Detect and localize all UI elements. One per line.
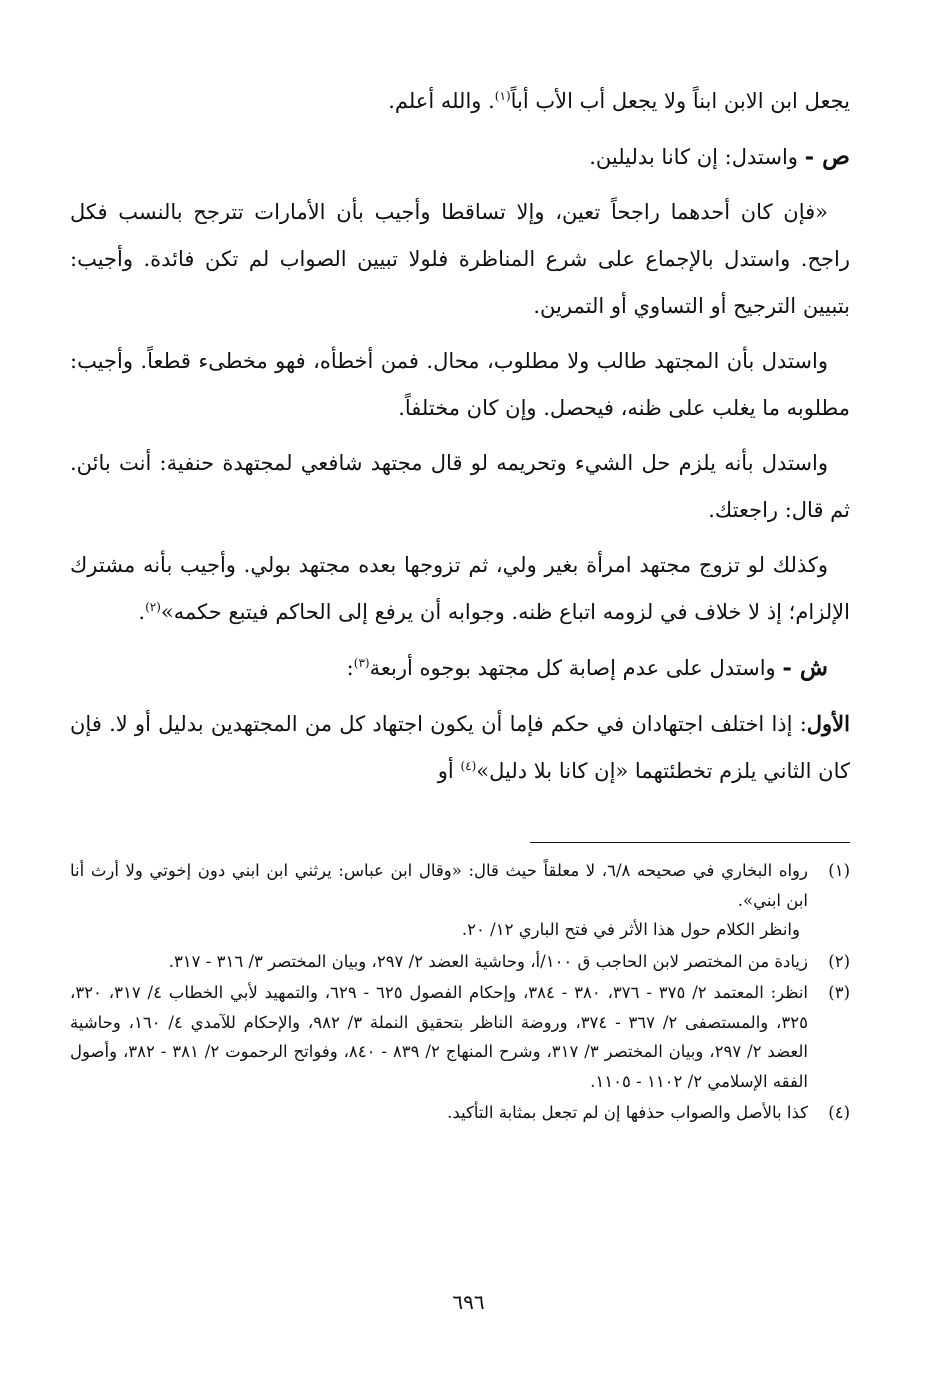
first-point-label: الأول <box>806 711 850 736</box>
footnote-ref-1: (١) <box>494 89 511 103</box>
footnote-ref-3: (٣) <box>353 656 370 670</box>
footnote-number: (٢) <box>828 951 850 971</box>
paragraph-5: واستدل بأنه يلزم حل الشيء وتحريمه لو قال مجتهد شافعي لمجتهدة حنفية: أنت بائن. ثم قال: راجعتك. <box>70 451 850 522</box>
paragraph-2 <box>70 133 850 181</box>
paragraph-1-end: . والله أعلم. <box>388 89 495 113</box>
footnote-4 <box>70 1098 850 1128</box>
footnote-body <box>70 856 808 945</box>
paragraph-4: واستدل بأن المجتهد طالب ولا مطلوب، محال. فمن أخطأه، فهو مخطىء قطعاً. وأجيب: مطلوبه ما يغلب على ظنه، فيحصل. وإن كان مختلفاً. <box>70 349 850 420</box>
paragraph-7-text: واستدل على عدم إصابة كل مجتهد بوجوه أربعة <box>369 656 783 680</box>
section-marker-shin: ش - <box>782 654 828 681</box>
paragraph-1-text: يجعل ابن الابن ابناً ولا يجعل أب الأب أباً <box>510 89 850 113</box>
paragraph-8-end: أو <box>437 759 461 783</box>
paragraph-1 <box>70 78 850 125</box>
footnotes <box>70 856 850 1130</box>
footnote-text: رواه البخاري في صحيحه ٦/٨، لا معلقاً حيث قال: «وقال ابن عباس: يرثني ابن ابني دون إخوتي ولا أرث أنا ابن ابني». <box>70 861 808 910</box>
footnote-text: انظر: المعتمد ٢/ ٣٧٥ - ٣٧٦، ٣٨٠ - ٣٨٤، وإحكام الفصول ٦٢٥ - ٦٢٩، والتمهيد لأبي الخطاب ٤/ ٣١٧، ٣٢٠، ٣٢٥، والمستصفى ٢/ ٣٦٧ - ٣٧٤، وروضة الناظر بتحقيق النملة ٣/ ٩٨٢، والإحكام للآمدي ٤/ ١٦٠، وحاشية العضد ٢/ ٢٩٧، وبيان المختصر ٣/ ٣١٧، وشرح المنهاج ٢/ ٨٣٩ - ٨٤٠، وفواتح الرحموت ٢/ ٣٨١ - ٣٨٢، وأصول الفقه الإسلامي ٢/ ١١٠٢ - ١١٠٥. <box>70 983 808 1091</box>
paragraph-6-text: وكذلك لو تزوج مجتهد امرأة بغير ولي، ثم تزوجها بعده مجتهد بولي. وأجيب بأنه مشترك الإلزام؛ إذ لا خلاف في لزومه اتباع ظنه. وجوابه أن يرفع إلى الحاكم فيتبع حكمه» <box>70 553 850 624</box>
paragraph-8 <box>70 700 850 795</box>
paragraph-6-end: . <box>138 600 146 624</box>
paragraph-8-text: : إذا اختلف اجتهادان في حكم فإما أن يكون اجتهاد كل من المجتهدين بدليل أو لا. فإن كان الثاني يلزم تخطئتهما «إن كانا بلا دليل» <box>70 712 850 783</box>
footnote-subtext: وانظر الكلام حول هذا الأثر في فتح الباري ١٢/ ٢٠. <box>461 920 800 939</box>
footnote-text: كذا بالأصل والصواب حذفها إن لم تجعل بمثابة التأكيد. <box>447 1103 808 1122</box>
footnote-1 <box>70 856 850 945</box>
footnote-number: (١) <box>828 861 850 880</box>
footnote-text: زيادة من المختصر لابن الحاجب ق ١٠٠/أ، وحاشية العضد ٢/ ٢٩٧، وبيان المختصر ٣/ ٣١٦ - ٣١٧. <box>168 951 808 971</box>
paragraph-7 <box>70 644 850 692</box>
page-number: ٦٩٦ <box>452 1290 485 1314</box>
footnote-ref-2: (٢) <box>145 600 161 614</box>
paragraph-2-text: واستدل: إن كانا بدليلين. <box>589 145 805 169</box>
footnote-number: (٤) <box>828 1103 850 1122</box>
footnote-ref-4: (٤) <box>460 759 477 773</box>
footnote-divider <box>530 842 850 843</box>
footnote-3 <box>70 978 850 1096</box>
section-marker-sad: ص - <box>804 143 850 170</box>
paragraph-7-end: : <box>346 656 354 680</box>
paragraph-3: «فإن كان أحدهما راجحاً تعين، وإلا تساقطا وأجيب بأن الأمارات تترجح بالنسب فكل راجح. واستدل بالإجماع على شرع المناظرة فلولا تبيين الصواب لم تكن فائدة. وأجيب: بتبيين الترجيح أو التساوي أو التمرين. <box>70 200 850 318</box>
main-text <box>70 78 850 803</box>
footnote-2 <box>70 947 850 977</box>
footnote-number: (٣) <box>828 983 850 1002</box>
paragraph-6 <box>70 542 850 636</box>
